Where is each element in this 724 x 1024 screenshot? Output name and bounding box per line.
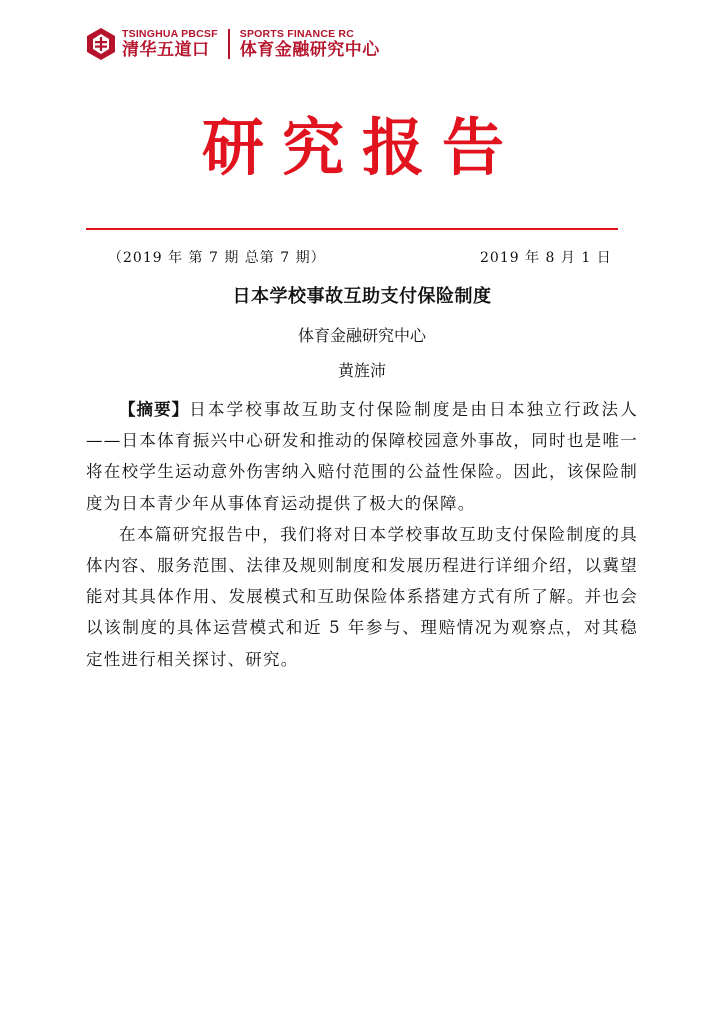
article-org: 体育金融研究中心 <box>297 326 426 345</box>
brand-divider <box>228 29 230 59</box>
article-title: 日本学校事故互助支付保险制度 <box>232 286 492 307</box>
brand-en-right: SPORTS FINANCE RC <box>239 27 354 40</box>
report-title: 研究报告 <box>201 111 522 184</box>
tsinghua-pbcsf-logo-icon <box>86 27 116 61</box>
brand-en-left: TSINGHUA PBCSF <box>122 27 218 40</box>
brand-cn-left: 清华五道口 <box>122 39 210 60</box>
brand-left <box>122 28 218 61</box>
issue-number: （2019 年 第 7 期 总第 7 期） <box>108 250 326 266</box>
abstract-paragraph <box>86 394 638 519</box>
header-brand <box>86 24 380 64</box>
brand-right <box>240 28 380 61</box>
issue-line <box>0 247 724 269</box>
article-author: 黄旌沛 <box>337 361 386 380</box>
title-divider-rule <box>86 228 618 230</box>
body-paragraph-2: 在本篇研究报告中，我们将对日本学校事故互助支付保险制度的具体内容、服务范围、法律及规则制度和发展历程进行详细介绍，以冀望能对其具体作用、发展模式和互助保险体系搭建方式有所了解。并也会以该制度的具体运营模式和近 5 年参与、理赔情况为观察点，对其稳定性进行相关探讨、研究。 <box>86 524 638 669</box>
issue-date: 2019 年 8 月 1 日 <box>480 250 612 266</box>
abstract-text: 日本学校事故互助支付保险制度是由日本独立行政法人——日本体育振兴中心研发和推动的保障校园意外事故，同时也是唯一将在校学生运动意外伤害纳入赔付范围的公益性保险。因此，该保险制度为日本青少年从事体育运动提供了极大的保障。 <box>86 400 638 513</box>
abstract-label: 【摘要】 <box>119 400 190 419</box>
brand-cn-right: 体育金融研究中心 <box>239 39 380 60</box>
body-text <box>86 394 638 675</box>
